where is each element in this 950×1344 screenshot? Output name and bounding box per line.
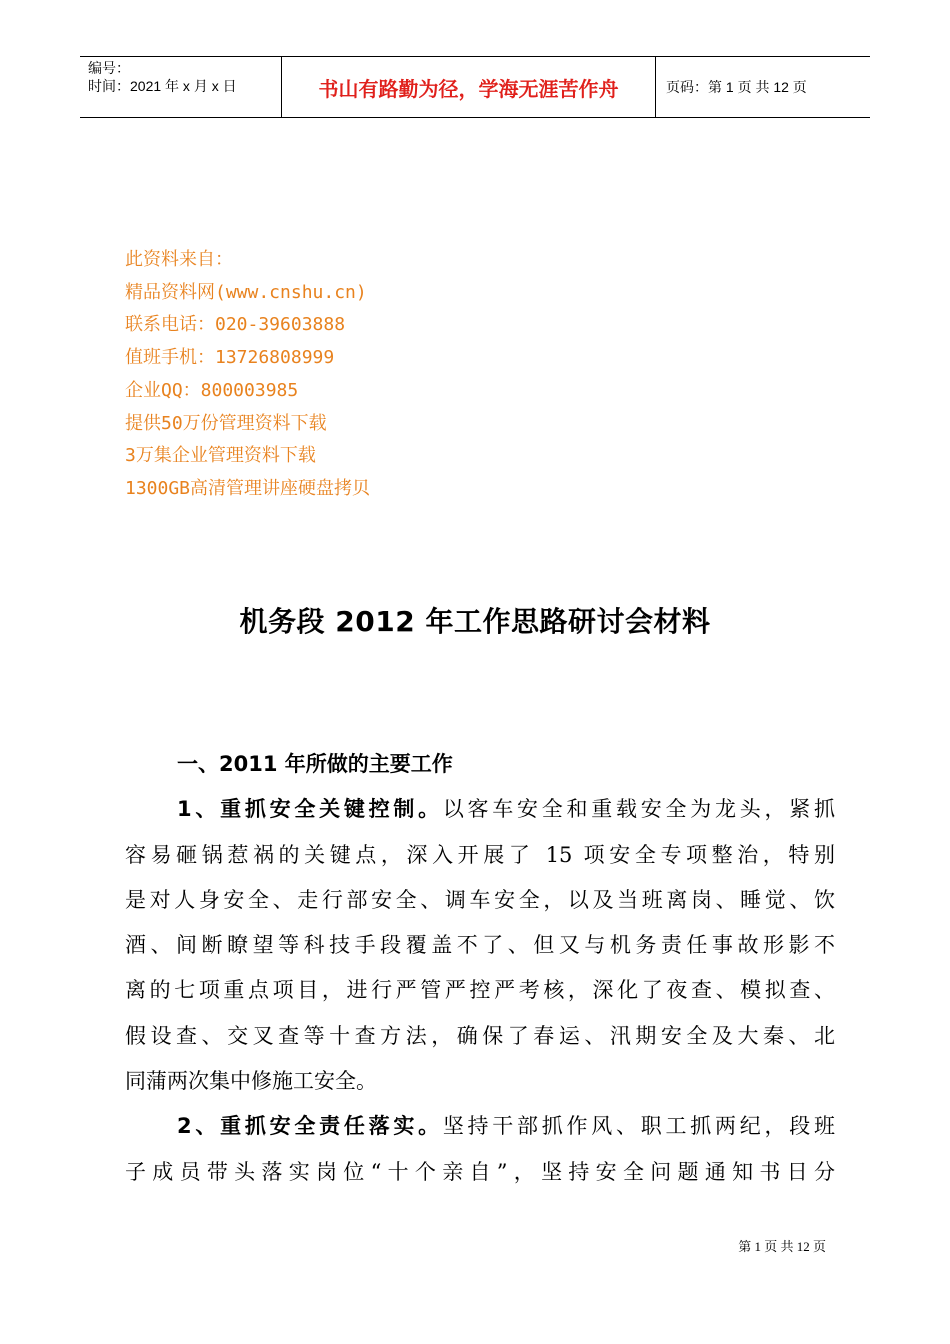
source-line: 1300GB高清管理讲座硬盘拷贝	[125, 477, 371, 499]
source-line: 3万集企业管理资料下载	[125, 445, 316, 467]
source-line: 企业QQ：800003985	[125, 379, 299, 401]
source-line: 联系电话：020-39603888	[125, 314, 346, 336]
paragraph-line: 酒、间断瞭望等科技手段覆盖不了、但又与机务责任事故形影不	[125, 933, 835, 958]
number-label: 编号：	[88, 60, 130, 76]
source-info-block	[125, 244, 370, 506]
header-motto: 书山有路勤为径，学海无涯苦作舟	[282, 57, 656, 117]
source-line: 精品资料网(www.cnshu.cn)	[125, 281, 367, 303]
document-header	[80, 56, 870, 118]
document-body	[125, 742, 835, 1195]
paragraph-lead: 2、重抓安全责任落实。	[177, 1114, 443, 1139]
paragraph-line: 子成员带头落实岗位“十个亲自”，坚持安全问题通知书日分	[125, 1159, 835, 1184]
paragraph-line: 假设查、交叉查等十查方法，确保了春运、汛期安全及大秦、北	[125, 1023, 835, 1048]
paragraph-line	[125, 787, 835, 832]
paragraph-line	[125, 1104, 835, 1149]
paragraph-text: 以客车安全和重载安全为龙头，紧抓	[442, 797, 835, 822]
paragraph-line: 是对人身安全、走行部安全、调车安全，以及当班离岗、睡觉、饮	[125, 887, 835, 912]
paragraph-line: 离的七项重点项目，进行严管严控严考核，深化了夜查、模拟查、	[125, 978, 835, 1003]
time-label: 时间：2021 年 x 月 x 日	[88, 78, 237, 94]
page-footer: 第 1 页 共 12 页	[738, 1239, 826, 1254]
paragraph-line: 同蒲两次集中修施工安全。	[125, 1069, 377, 1094]
source-line: 值班手机：13726808999	[125, 347, 335, 369]
section-heading: 一、2011 年所做的主要工作	[177, 752, 453, 776]
header-page-code: 页码：第 1 页 共 12 页	[666, 79, 807, 95]
document-title: 机务段 2012 年工作思路研讨会材料	[239, 605, 711, 638]
paragraph-line: 容易砸锅惹祸的关键点，深入开展了 15 项安全专项整治，特别	[125, 842, 835, 867]
source-line: 此资料来自：	[125, 249, 233, 270]
paragraph-lead: 1、重抓安全关键控制。	[177, 797, 443, 822]
source-line: 提供50万份管理资料下载	[125, 412, 327, 434]
header-meta	[80, 57, 282, 117]
paragraph-text: 坚持干部抓作风、职工抓两纪，段班	[442, 1114, 835, 1139]
